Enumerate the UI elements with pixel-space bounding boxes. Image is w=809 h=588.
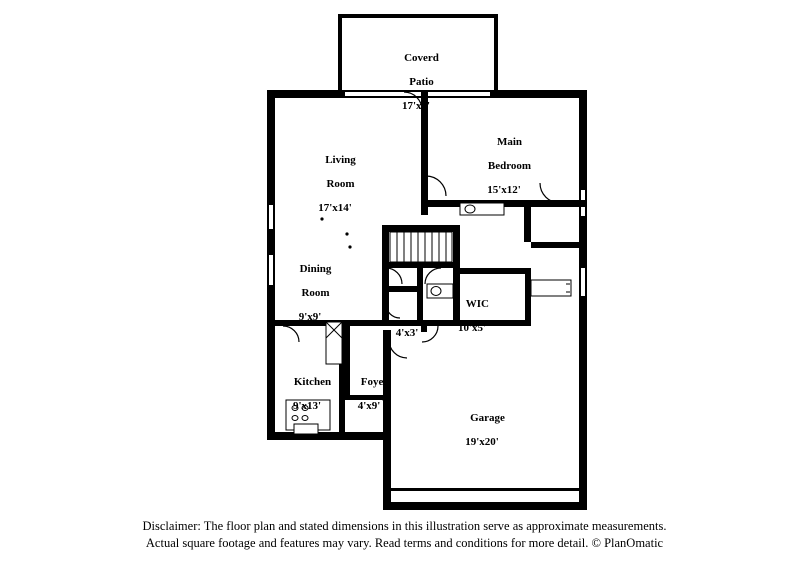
wall-bath-top <box>382 286 418 292</box>
room-label-bath-small <box>382 303 432 363</box>
room-name-line1: Dining <box>299 263 332 275</box>
room-name-line2: Room <box>301 287 330 299</box>
patio-wall-right <box>494 14 498 92</box>
disclaimer-line-2: Actual square footage and features may vary. Read terms and conditions for more detail. © PlanOmatic <box>145 536 664 550</box>
room-name-line1: Living <box>325 154 356 166</box>
patio-wall-left <box>338 14 342 92</box>
room-label-garage <box>442 400 522 472</box>
room-name-line1: Main <box>496 136 523 148</box>
room-dimensions: 15'x12' <box>487 184 521 196</box>
room-dimensions: 10'x5' <box>457 322 487 334</box>
room-label-kitchen <box>267 364 347 436</box>
room-label-wic <box>432 286 512 358</box>
room-dimensions: 19'x20' <box>465 436 499 448</box>
wall-right-corridor <box>531 242 587 248</box>
room-name-line2: Room <box>326 178 355 190</box>
wall-wic-top <box>453 268 531 274</box>
room-dimensions: 9'x9' <box>298 311 322 323</box>
room-name-line2: Bedroom <box>487 160 532 172</box>
wall-wic-right <box>525 268 531 326</box>
window-right-2 <box>581 268 585 296</box>
patio-wall-top <box>338 14 498 18</box>
room-dimensions: 9'x13' <box>292 400 322 412</box>
room-dimensions: 17'x8' <box>401 100 431 112</box>
tub <box>531 280 571 296</box>
room-label-foyer <box>343 364 395 436</box>
garage-wall-right <box>579 402 587 510</box>
staircase <box>390 232 452 262</box>
room-name-line1: Garage <box>470 412 505 424</box>
window-left-1 <box>269 205 273 229</box>
room-label-dining-room <box>270 251 350 347</box>
room-label-main-bedroom <box>464 124 544 220</box>
room-name-line1: Foyer <box>360 376 389 388</box>
door-bedroom <box>426 176 446 196</box>
garage-wall-bottom <box>383 502 587 510</box>
exterior-wall-right <box>579 90 587 410</box>
room-name-line1: Kitchen <box>293 376 332 388</box>
room-label-living-room <box>295 142 375 238</box>
room-dimensions: 4'x9' <box>357 400 381 412</box>
disclaimer <box>0 518 809 552</box>
garage-door-line <box>391 488 579 491</box>
door-hall-1 <box>425 268 441 284</box>
room-name-line1: Coverd <box>404 52 439 64</box>
disclaimer-line-1: Disclaimer: The floor plan and stated dimensions in this illustration serve as approximate measurements. <box>142 519 667 533</box>
room-label-coverd-patio <box>376 40 456 136</box>
room-dimensions: 4'x3' <box>395 327 419 339</box>
room-name-line2: Patio <box>409 76 434 88</box>
wall-stair-top <box>382 225 460 232</box>
room-name-line1: WIC <box>465 298 490 310</box>
room-dimensions: 17'x14' <box>318 202 352 214</box>
